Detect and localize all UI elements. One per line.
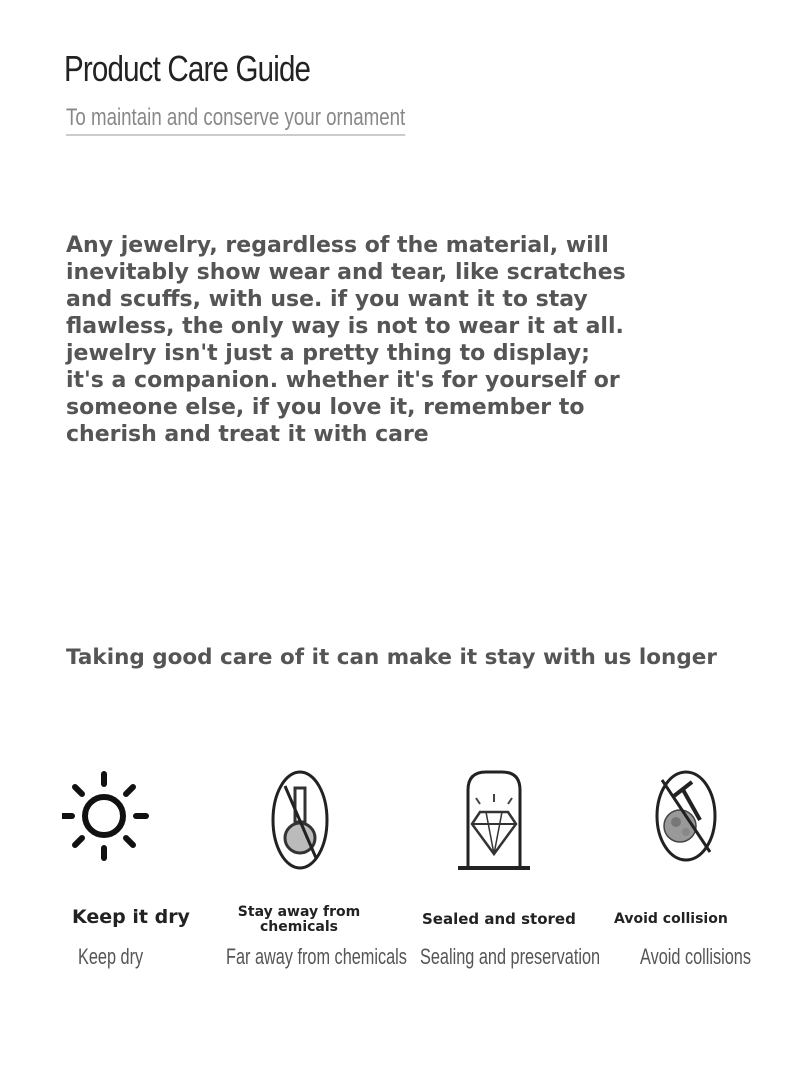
care-item-keep-dry <box>62 760 242 1020</box>
page-subtitle: To maintain and conserve your ornament <box>66 104 405 136</box>
no-collision-icon <box>652 766 772 886</box>
care-label: Stay away from chemicals <box>237 904 361 935</box>
no-chemicals-icon <box>252 766 372 886</box>
care-sublabel: Far away from chemicals <box>226 944 407 969</box>
page-title: Product Care Guide <box>64 48 311 89</box>
slogan: Taking good care of it can make it stay with us longer <box>66 645 717 670</box>
care-label: Sealed and stored <box>422 910 576 928</box>
care-label: Avoid collision <box>614 911 728 927</box>
sun-icon <box>62 760 152 870</box>
care-label: Keep it dry <box>72 906 190 928</box>
care-sublabel: Avoid collisions <box>640 944 752 969</box>
care-sublabel: Sealing and preservation <box>420 944 601 969</box>
intro-paragraph: Any jewelry, regardless of the material, will inevitably show wear and tear, like scratches and scuffs, with use. if you want it to stay flawless, the only way is not to wear it at all. jewelry isn't just a pretty thing to display; it's a companion. whether it's for yourself or someone else, if you love it, remember to cherish and treat it with care <box>66 233 626 447</box>
care-sublabel: Keep dry <box>78 944 144 969</box>
sealed-diamond-icon <box>454 766 574 886</box>
care-item-avoid-collision <box>612 760 792 1020</box>
care-item-sealed-stored <box>420 760 600 1020</box>
care-item-no-chemicals <box>224 760 407 1020</box>
